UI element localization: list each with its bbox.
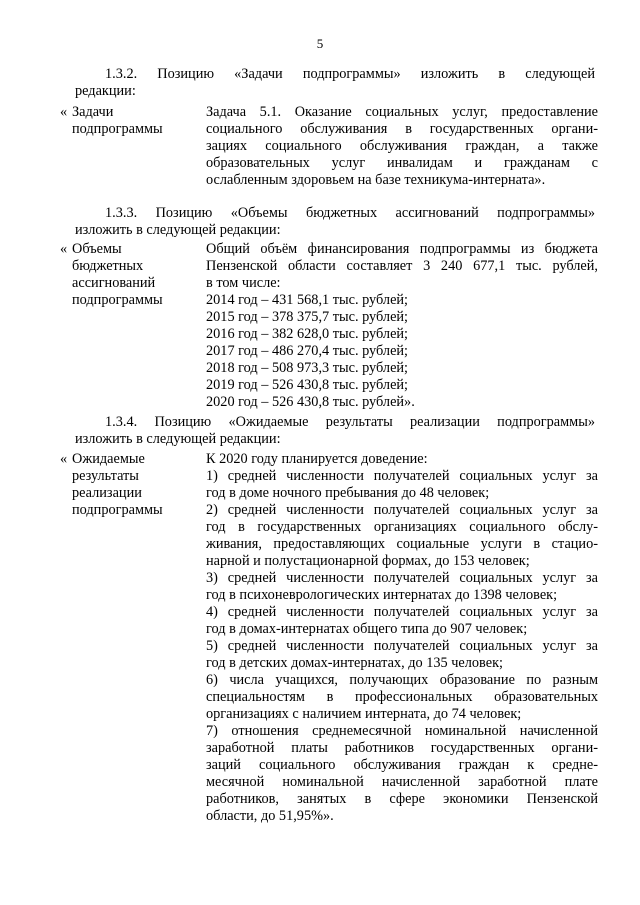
value-line: месячной номинальной начисленной заработной плате (206, 774, 598, 790)
label-line: Задачи (72, 104, 114, 120)
position-value (206, 104, 598, 189)
value-line: год в психоневрологических интернатах до 1398 человек; (206, 587, 558, 603)
value-line: 2015 год – 378 375,7 тыс. рублей; (206, 309, 409, 325)
heading-line: изложить в следующей редакции: (75, 431, 281, 447)
value-line: К 2020 году планируется доведение: (206, 451, 428, 467)
value-line: 7) отношения среднемесячной номинальной начисленной (206, 723, 598, 739)
value-line: 2018 год – 508 973,3 тыс. рублей; (206, 360, 409, 376)
value-line: живания, предоставляющих социальные услуги в стацио- (206, 536, 598, 552)
value-line: социального обслуживания в государственных органи- (206, 121, 598, 137)
page-number: 5 (316, 36, 324, 51)
value-line: 2) средней численности получателей социальных услуг за (206, 502, 598, 518)
value-line: зациях социального обслуживания граждан, а также (206, 138, 598, 154)
position-value (206, 241, 598, 411)
value-line: Пензенской области составляет 3 240 677,1 тыс. рублей, (206, 258, 598, 274)
label-line: Объемы (72, 241, 122, 257)
label-line: результаты (72, 468, 139, 484)
heading-line: 1.3.4. Позицию «Ожидаемые результаты реализации подпрограммы» (105, 414, 595, 430)
value-line: год в доме ночного пребывания до 48 человек; (206, 485, 490, 501)
value-line: в том числе: (206, 275, 281, 291)
label-line: бюджетных (72, 258, 144, 274)
value-line: 1) средней численности получателей социальных услуг за (206, 468, 598, 484)
value-line: области, до 51,95%». (206, 808, 334, 824)
value-line: 4) средней численности получателей социальных услуг за (206, 604, 598, 620)
value-line: 2017 год – 486 270,4 тыс. рублей; (206, 343, 409, 359)
heading-line: 1.3.3. Позицию «Объемы бюджетных ассигнований подпрограммы» (105, 205, 595, 221)
value-line: 2014 год – 431 568,1 тыс. рублей; (206, 292, 409, 308)
section-heading (75, 66, 595, 100)
value-line: образовательных услуг инвалидам и гражданам с (206, 155, 598, 171)
opening-quote: « (60, 241, 68, 257)
value-line: год в домах-интернатах общего типа до 907 человек; (206, 621, 528, 637)
label-line: Ожидаемые (72, 451, 145, 467)
label-line: подпрограммы (72, 121, 163, 137)
value-line: нарной и полустационарной формах, до 153 человек; (206, 553, 530, 569)
opening-quote: « (60, 451, 68, 467)
value-line: 5) средней численности получателей социальных услуг за (206, 638, 598, 654)
section-heading (75, 205, 595, 239)
value-line: год в государственных организациях социального обслу- (206, 519, 598, 535)
value-line: Задача 5.1. Оказание социальных услуг, предоставление (206, 104, 598, 120)
label-line: подпрограммы (72, 502, 163, 518)
value-line: организациях с наличием интерната, до 74 человек; (206, 706, 522, 722)
value-line: работников, занятых в сфере экономики Пензенской (206, 791, 598, 807)
value-line: заций социального обслуживания граждан к средне- (206, 757, 598, 773)
value-line: заработной платы работников государственных органи- (206, 740, 598, 756)
label-line: подпрограммы (72, 292, 163, 308)
section-heading (75, 414, 595, 448)
value-line: ослабленным здоровьем на базе техникума-интерната». (206, 172, 546, 188)
label-line: ассигнований (72, 275, 156, 291)
value-line: 2016 год – 382 628,0 тыс. рублей; (206, 326, 409, 342)
heading-line: 1.3.2. Позицию «Задачи подпрограммы» изложить в следующей (105, 66, 595, 82)
value-line: 3) средней численности получателей социальных услуг за (206, 570, 598, 586)
value-line: год в детских домах-интернатах, до 135 человек; (206, 655, 503, 671)
value-line: 6) числа учащихся, получающих образование по разным (206, 672, 598, 688)
value-line: Общий объём финансирования подпрограммы из бюджета (206, 241, 598, 257)
heading-line: изложить в следующей редакции: (75, 222, 281, 238)
heading-line: редакции: (75, 83, 136, 99)
label-line: реализации (72, 485, 142, 501)
value-line: 2019 год – 526 430,8 тыс. рублей; (206, 377, 409, 393)
position-value (206, 451, 598, 825)
value-line: 2020 год – 526 430,8 тыс. рублей». (206, 394, 415, 410)
opening-quote: « (60, 104, 68, 120)
value-line: специальностям в профессиональных образовательных (206, 689, 598, 705)
